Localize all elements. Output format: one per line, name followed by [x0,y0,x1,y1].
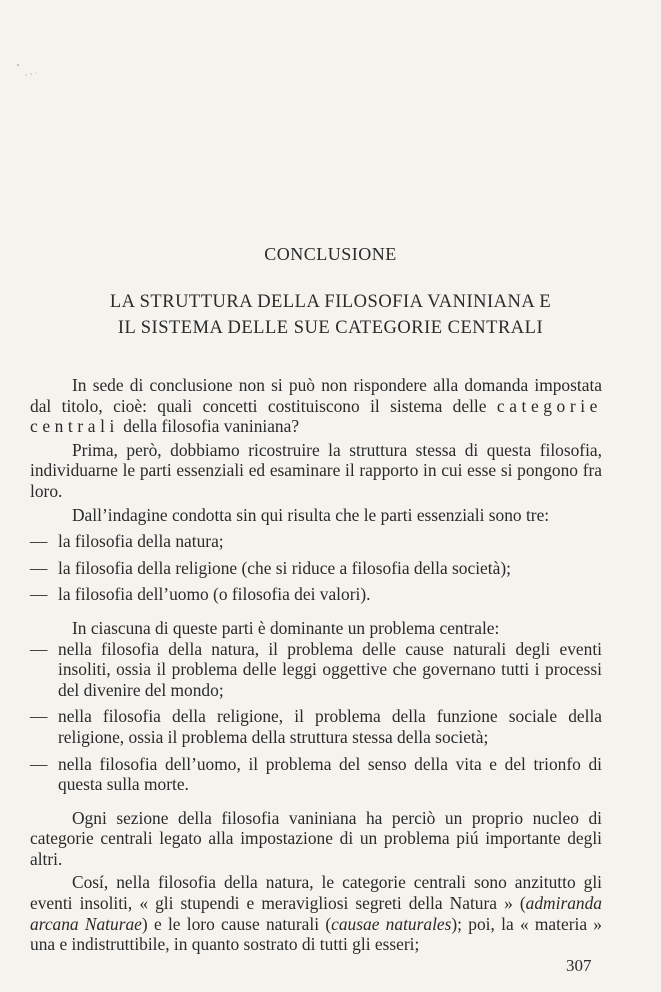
list-item [30,531,602,552]
list-item-text: nella filosofia della natura, il problema delle cause naturali degli eventi insoliti, ossia il problema delle leggi oggettive che governano tutti i processi del divenire del mondo; [58,638,602,700]
dash-bullet: — [30,706,48,727]
paper-speck-marks [14,62,54,82]
dash-bullet: — [30,753,48,774]
paragraph-text: della filosofia vaniniana? [118,416,300,437]
paragraph [30,375,602,437]
parts-list [30,531,602,605]
list-item [30,706,602,747]
dash-bullet: — [30,557,48,578]
latin-phrase: admiranda arcana Naturae [30,893,602,934]
body-text [30,375,602,955]
list-item [30,639,602,701]
paragraph-text: ) e le loro cause naturali ( [141,913,332,934]
page-number: 307 [566,956,592,975]
paragraph-text: In sede di conclusione non si può non rispondere alla domanda impostata dal titolo, cioè: quali concetti costituiscono il sistema delle [30,375,602,416]
subtitle-line: IL SISTEMA DELLE SUE CATEGORIE CENTRALI [117,318,544,338]
spaced-emphasis: categorie centrali [30,395,602,437]
chapter-title: CONCLUSIONE [264,244,397,264]
list-item-text: nella filosofia dell’uomo, il problema del senso della vita e del trionfo di questa sulla morte. [58,753,602,795]
dash-bullet: — [30,584,48,605]
list-item-text: nella filosofia della religione, il problema della funzione sociale della religione, ossia il problema della struttura stessa della società; [58,706,602,747]
dash-bullet: — [30,531,48,552]
list-item-text: la filosofia della natura; [58,531,224,552]
paragraph-text: Cosí, nella filosofia della natura, le categorie centrali sono anzitutto gli eventi insoliti, « gli stupendi e meravigliosi segreti della Natura » ( [30,872,602,914]
paragraph: Ogni sezione della filosofia vaniniana ha perciò un proprio nucleo di categorie centrali legato alla impostazione di un problema piú importante degli altri. [30,807,602,869]
paragraph: Prima, però, dobbiamo ricostruire la struttura stessa di questa filosofia, individuarne le parti essenziali ed esaminare il rapporto in cui esse si pongono fra loro. [30,439,602,501]
paragraph: In ciascuna di queste parti è dominante un problema centrale: [72,617,500,638]
list-item [30,584,602,605]
list-item-text: la filosofia della religione (che si riduce a filosofia della società); [58,557,511,578]
problems-list [30,639,602,795]
list-item [30,558,602,579]
paragraph: Dall’indagine condotta sin qui risulta che le parti essenziali sono tre: [72,504,550,525]
list-item-text: la filosofia dell’uomo (o filosofia dei valori). [58,584,371,605]
chapter-subtitle [0,289,661,341]
dash-bullet: — [30,638,48,659]
paragraph [30,872,602,954]
paragraph-text: ); poi, la « materia » una e indistruttibile, in quanto sostrato di tutti gli esseri; [30,913,603,955]
subtitle-line: LA STRUTTURA DELLA FILOSOFIA VANINIANA E [109,292,552,312]
latin-phrase: causae naturales [331,913,452,934]
list-item [30,754,602,795]
